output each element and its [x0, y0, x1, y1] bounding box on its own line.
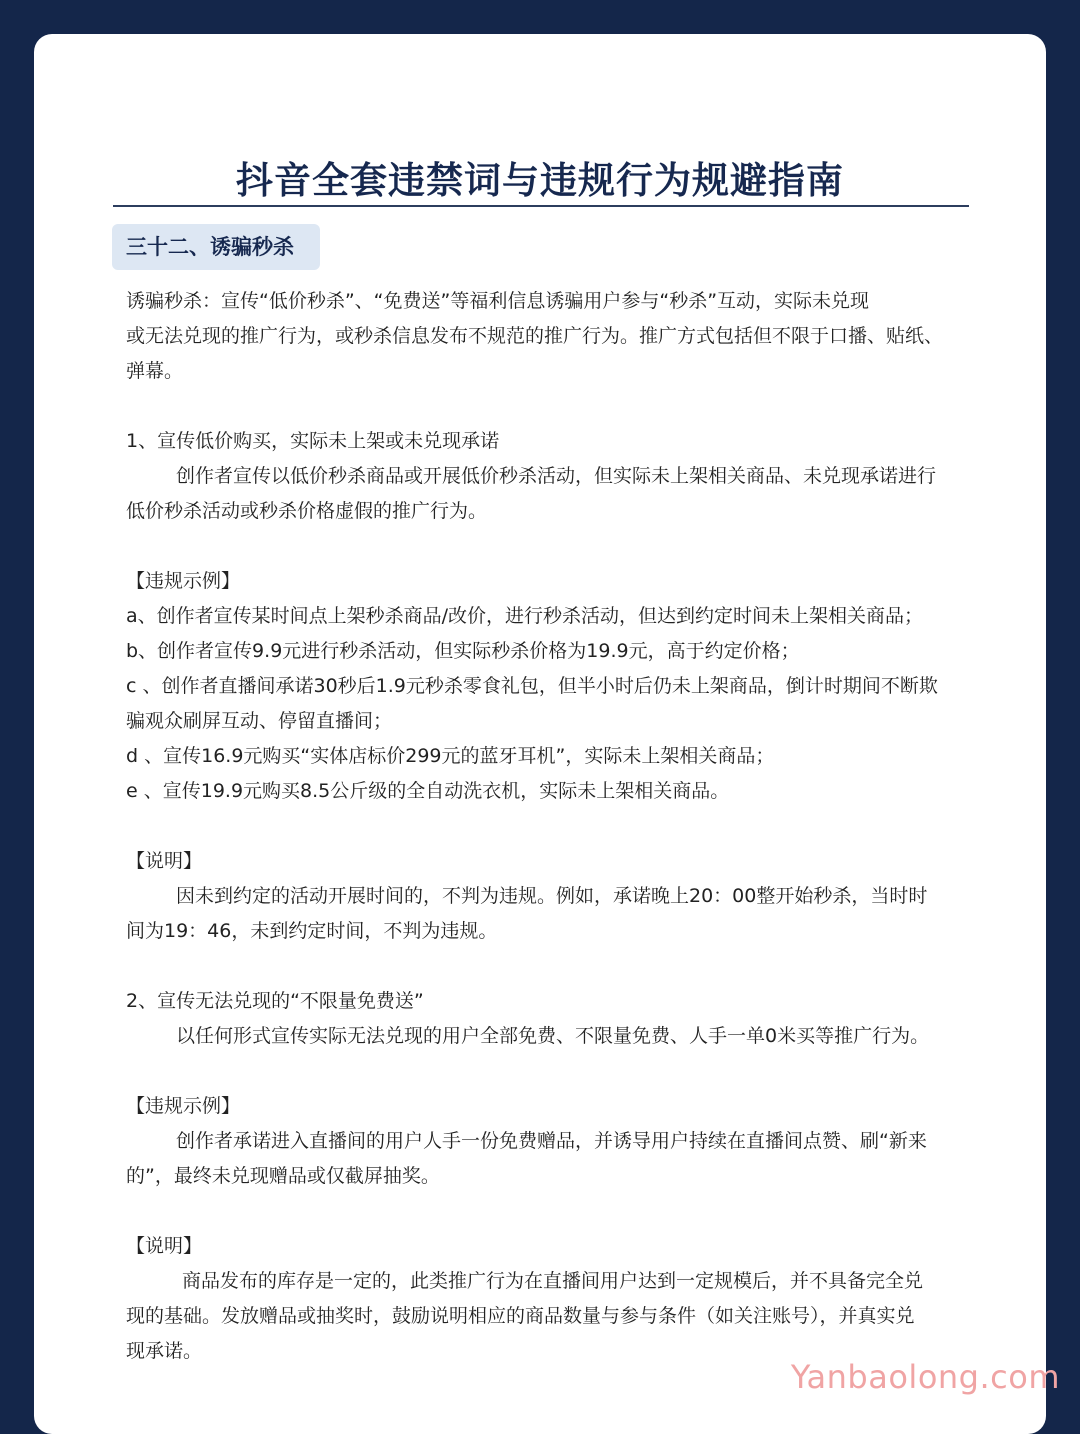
intro-line: 或无法兑现的推广行为，或秒杀信息发布不规范的推广行为。推广方式包括但不限于口播、贴纸、: [126, 325, 944, 347]
item1-example-line: e 、宣传19.9元购买8.5公斤级的全自动洗衣机，实际未上架相关商品。: [126, 780, 730, 802]
item1-note-line: 间为19：46，未到约定时间，不判为违规。: [126, 920, 498, 942]
item2-note-label: 【说明】: [126, 1235, 203, 1257]
item1-example-line: c 、创作者直播间承诺30秒后1.9元秒杀零食礼包，但半小时后仍未上架商品，倒计时期间不断欺: [126, 675, 938, 697]
item2-example-line: 创作者承诺进入直播间的用户人手一份免费赠品，并诱导用户持续在直播间点赞、刷“新来: [176, 1130, 927, 1152]
item1-example-line: 骗观众刷屏互动、停留直播间；: [126, 710, 393, 732]
item1-example-line: b、创作者宣传9.9元进行秒杀活动，但实际秒杀价格为19.9元，高于约定价格；: [126, 640, 800, 662]
item2-note-line: 商品发布的库存是一定的，此类推广行为在直播间用户达到一定规模后，并不具备完全兑: [182, 1270, 924, 1292]
item2-desc-line: 以任何形式宣传实际无法兑现的用户全部免费、不限量免费、人手一单0米买等推广行为。: [176, 1025, 930, 1047]
item2-example-line: 的”，最终未兑现赠品或仅截屏抽奖。: [126, 1165, 440, 1187]
item2-heading: 2、宣传无法兑现的“不限量免费送”: [126, 990, 424, 1012]
item1-example-line: a、创作者宣传某时间点上架秒杀商品/改价，进行秒杀活动，但达到约定时间未上架相关商品；: [126, 605, 924, 627]
watermark: Yanbaolong.com: [790, 1358, 1060, 1396]
item1-note-line: 因未到约定的活动开展时间的，不判为违规。例如，承诺晚上20：00整开始秒杀，当时时: [176, 885, 928, 907]
title-divider: [113, 205, 969, 207]
item1-example-line: d 、宣传16.9元购买“实体店标价299元的蓝牙耳机”，实际未上架相关商品；: [126, 745, 775, 767]
item1-desc-line: 低价秒杀活动或秒杀价格虚假的推广行为。: [126, 500, 488, 522]
intro-line: 弹幕。: [126, 360, 184, 382]
section-heading: 三十二、诱骗秒杀: [112, 224, 320, 270]
item2-note-line: 现承诺。: [126, 1340, 203, 1362]
item1-heading: 1、宣传低价购买，实际未上架或未兑现承诺: [126, 430, 500, 452]
intro-line: 诱骗秒杀：宣传“低价秒杀”、“免费送”等福利信息诱骗用户参与“秒杀”互动，实际未兑现: [126, 290, 870, 312]
item2-examples-label: 【违规示例】: [126, 1095, 241, 1117]
item1-examples-label: 【违规示例】: [126, 570, 241, 592]
item1-note-label: 【说明】: [126, 850, 203, 872]
page-title: 抖音全套违禁词与违规行为规避指南: [236, 159, 844, 202]
item2-note-line: 现的基础。发放赠品或抽奖时，鼓励说明相应的商品数量与参与条件（如关注账号），并真实兑: [126, 1305, 915, 1327]
item1-desc-line: 创作者宣传以低价秒杀商品或开展低价秒杀活动，但实际未上架相关商品、未兑现承诺进行: [176, 465, 937, 487]
